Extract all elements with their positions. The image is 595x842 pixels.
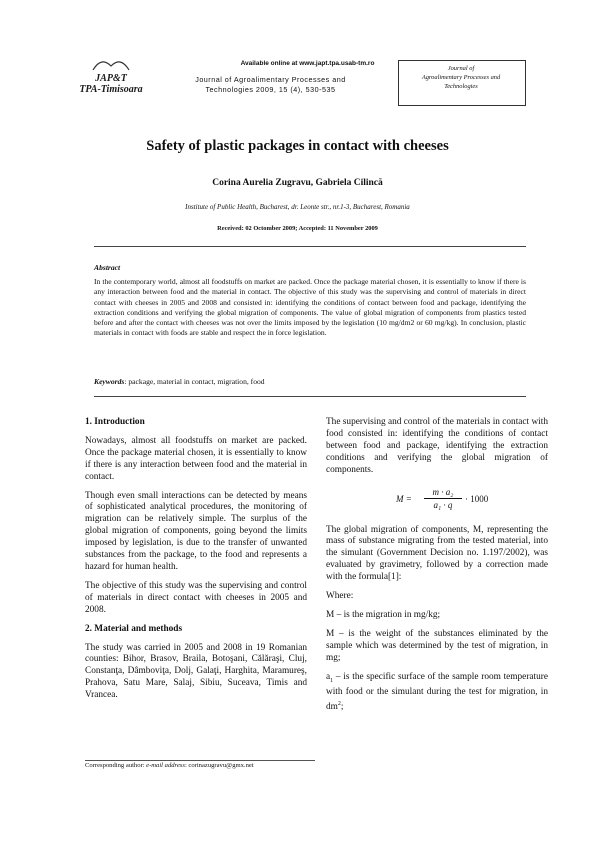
journal-citation-line2: Technologies 2009, 15 (4), 530-535 xyxy=(205,85,336,94)
logo-text-bottom: TPA-Timisoara xyxy=(79,84,143,95)
introduction-heading: 1. Introduction xyxy=(85,417,145,427)
available-online-text: Available online at www.japt.tpa.usab-tm.ro xyxy=(240,60,375,67)
left-column xyxy=(85,417,307,709)
methods-paragraph-3: The global migration of components, M, representing the mass of substance migrating from the tested material, into the simulant (Government Decision no. 1.197/2002), was evaluated by gravimetry, followed by a correction made with the formula[1]: xyxy=(326,524,548,583)
journal-citation-line1: Journal of Agroalimentary Processes and xyxy=(195,75,346,84)
article-authors: Corina Aurelia Zugravu, Gabriela Cilincă xyxy=(212,178,383,188)
keywords-text: : package, material in contact, migration, food xyxy=(124,377,265,386)
migration-formula xyxy=(326,487,548,513)
article-affiliation: Institute of Public Health, Bucharest, dr. Leonte str., nr.1-3, Bucharest, Romania xyxy=(185,203,410,211)
formula-lhs: M = xyxy=(396,493,412,504)
article-title: Safety of plastic packages in contact with cheeses xyxy=(146,138,449,154)
def-a1-end: ; xyxy=(340,702,344,713)
corresponding-author-footnote xyxy=(85,762,254,769)
formula-numerator: m · a₂ xyxy=(424,487,462,499)
formula-fraction xyxy=(424,487,462,511)
footnote-rule xyxy=(85,760,315,761)
journal-logo xyxy=(72,58,150,95)
footnote-email-label: e-mail address xyxy=(146,762,185,769)
intro-paragraph-2: Though even small interactions can be detected by means of sophisticated analytical procedures, the monitoring of migration can be relatively simple. The surplus of the global migration of components, going beyond the limits imposed by legislation, is due to the transfer of unwanted substances from the package, to the food and represents a hazard for human health. xyxy=(85,490,307,572)
definition-a1 xyxy=(326,672,548,715)
journal-citation xyxy=(168,75,373,95)
journal-name-box-text xyxy=(398,64,524,91)
methods-paragraph-1: The study was carried in 2005 and 2008 in 19 Romanian counties: Bihor, Brasov, Braila, Botoşani, Călăraşi, Cluj, Constanţa, Dâmboviţa, Dolj, Galaţi, Harghita, Maramureş, Prahova, Satu Mare, Salaj, Sibiu, Suceava, Timis and Vrancea. xyxy=(85,642,307,701)
methods-heading: 2. Material and methods xyxy=(85,623,183,634)
abstract-top-rule xyxy=(94,246,526,247)
methods-paragraph-2: The supervising and control of the materials in contact with food consisted in: identifying the conditions of contact between food and package, identifying the extraction conditions and verifying the global migration of components. xyxy=(326,417,548,475)
abstract-heading: Abstract xyxy=(94,263,121,272)
logo-mark-icon xyxy=(91,58,131,72)
abstract-text: In the contemporary world, almost all foodstuffs on market are packed. Once the package material chosen, it is essentially to know if there is any interaction between food and the material in contact. The objective of this study was the supervising and control of materials in direct contact with cheeses in 2005 and 2008 and consisted in: identifying the conditions of contact between food and package, identifying the extraction conditions and verifying the global migration of components. The value of global migration of components from plastics tested before and after the contact with cheeses was not over the limits imposed by the legislation (10 mg/dm2 or 60 mg/kg). In conclusion, plastic materials in contact with foods are stable and respect the in force legislation. xyxy=(94,277,526,338)
definition-M: M – is the migration in mg/kg; xyxy=(326,609,441,620)
def-a1-sub: 1 xyxy=(330,677,334,684)
right-column xyxy=(326,417,548,721)
formula-rhs: · 1000 xyxy=(465,493,489,504)
keywords-line xyxy=(94,377,526,386)
intro-paragraph-3: The objective of this study was the supervising and control of materials in direct contact with cheeses in 2005 and 2008. xyxy=(85,580,307,615)
intro-paragraph-1: Nowadays, almost all foodstuffs on market are packed. Once the package material chosen, it is essentially to know if there is any interaction between food and the material in contact. xyxy=(85,435,307,482)
def-a1-prefix: a xyxy=(326,671,331,682)
footnote-email: : corinazugravu@gmx.net xyxy=(184,762,254,769)
definition-m: M – is the weight of the substances eliminated by the sample which was determined by the test of migration, in mg; xyxy=(326,628,548,663)
formula-denominator: a₁ · q xyxy=(433,499,453,510)
journal-box-line1: Journal of xyxy=(447,65,475,72)
keywords-label: Keywords xyxy=(94,377,125,386)
journal-box-line3: Technologies xyxy=(444,83,478,90)
logo-text-top: JAP&T xyxy=(95,73,127,84)
def-a1-sup: 2 xyxy=(337,701,341,708)
def-a1-text: – is the specific surface of the sample room temperature with food or the simulant during the test for migration, in dm xyxy=(326,671,548,713)
footnote-label: Corresponding author: xyxy=(85,762,147,769)
article-dates: Received: 02 Octomber 2009; Accepted: 11 November 2009 xyxy=(217,225,378,232)
journal-box-line2: Agroalimentary Processes and xyxy=(421,74,501,81)
where-label: Where: xyxy=(326,591,354,602)
abstract-bottom-rule xyxy=(94,396,526,397)
